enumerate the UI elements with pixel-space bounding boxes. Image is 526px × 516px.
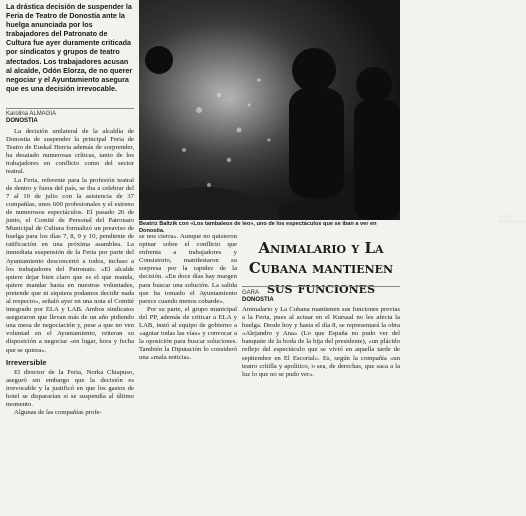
paragraph: El director de la Feria, Norka Chiapuso, aseguró sin embargo que la decisión es irrevocable y la justificó en que los gastos de hotel se dispararían si se suspendía al último momento. [6, 368, 134, 409]
divider [242, 286, 400, 287]
side-headline: Animalario y La Cubana mantienen sus funciones [248, 239, 394, 297]
paragraph: Animalario y La Cubana mantienen sus funciones previas a la Feria, pues al actuar en el Kursaal no les afecta la huelga. Desde hoy y hasta el día 8, se representará la obra «Alejandro y Ana» (Lo que España no pudo ver del banquete de la boda de la hija del presidente), «un plácido reflejo del espectáculo que se vivió en aquella tarde de septiembre en El Escorial». Es, según la compañía «un teatro crítilla y apolítico, o sea, de derechas, que saca a la luz lo que no se pudo ver». [242, 306, 400, 378]
article-column-2 [139, 233, 237, 516]
caption-name: Beatriz [139, 221, 158, 227]
paragraph: Por su parte, el grupo municipal del PP, además de criticar a ELA y LAB, instó al equipo de gobierno a «agotar todas las vías» y convocar a la oposición para buscar soluciones. También la Diputación lo consideró una «mala noticia». [139, 305, 237, 362]
dateline: DONOSTIA [242, 297, 274, 303]
author: GARA [242, 290, 260, 296]
author: Karolina ALMAGIA [6, 111, 57, 117]
paragraph: La decisión unilateral de la alcaldía de Donostia de suspender la principal Feria de Teatro de Euskal Herria además de sorprender, ha desatado numerosas críticas, tanto de los trabajadores en conflicto como del sector teatral. [6, 128, 134, 176]
caption-text: Baltzik con «Los tambaleos de leo», uno de los espectáculos que se iban a ver en Donostia. [139, 221, 377, 234]
performers-image [139, 0, 400, 220]
byline-main [6, 111, 134, 125]
photo-credit: Jesús GANDULLAS [499, 214, 526, 224]
byline-side [242, 290, 400, 304]
paragraph: Algunas de las compañías profe- [14, 409, 102, 417]
paragraph: La Feria, referente para la profesión teatral de dentro y fuera del país, se iba a celebrar del 7 al 10 de julio con la asistencia de 37 compañías, unos 600 profesionales y el estreno de numerosos espectáculos. El pasado 26 de junio, el Comité de Personal del Patronato Municipal de Cultura formalizó un preaviso de huelga para los días 7, 8, 9 y 10, pendiente de ratificación en una próxima asamblea. La inmediata suspensión de la Feria por parte del Ayuntamiento desconcertó a todos, incluso a los trabajadores del Patronato. «El alcalde quiere dejar bien claro que es el que manda, quiere mandar hasta en nuestras voluntades, pretende que ni siquiera podamos decidir nada al respecto», señaló ayer en una nota el Comité integrado por ELA y LAB. Ambos sindicatos aseguraron que llevan más de un año pidiendo una mesa de negociación y, pese a que no ven voluntad en el Ayuntamiento, reiteran su disposición a negociar «en lugar, hora y fecha que se quiera». [6, 176, 134, 354]
lead-paragraph: La drástica decisión de suspender la Feria de Teatro de Donostia ante la huelga anunciada por los trabajadores del Patronato de Cultura fue ayer duramente criticada por sindicatos y grupos de teatro afectados. Los trabajadores acusan al alcalde, Odón Elorza, de no querer negociar y el Ayuntamiento asegura que es una decisión irrevocable. [6, 2, 133, 93]
subheading: Irreversible [6, 357, 47, 367]
paragraph: se nos cierra». Aunque no quisieron opinar sobre el conflicto que enfrenta a trabajadores y Consistorio, manifestaron su sorpresa por la rapidez de la decisión. «En doce días hay margen para buscar una solución. La salida que ha tomado el Ayuntamiento parece cuando menos cobarde». [139, 233, 237, 305]
article-column-1 [6, 128, 134, 516]
divider [6, 108, 134, 109]
dateline: DONOSTIA [6, 118, 38, 124]
side-article-body [242, 306, 400, 516]
